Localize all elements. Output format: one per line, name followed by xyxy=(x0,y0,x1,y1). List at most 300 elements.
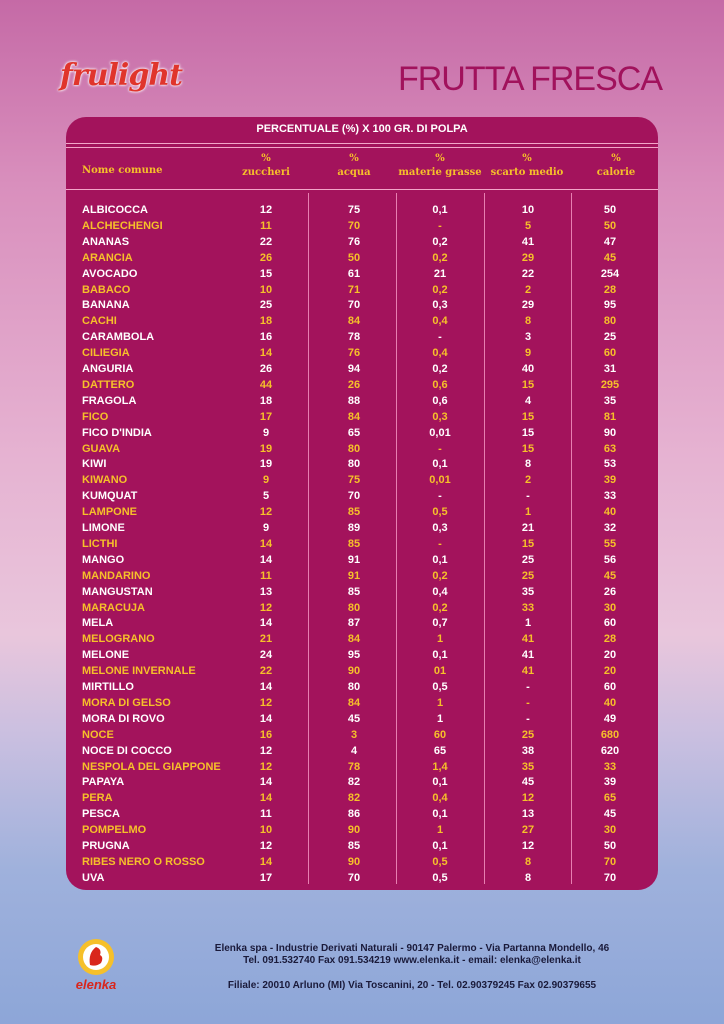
acqua-cell: 91 xyxy=(347,569,361,582)
calorie-cell: 45 xyxy=(603,251,617,264)
acqua-cell: 94 xyxy=(347,363,361,375)
zuccheri-cell: 12 xyxy=(259,760,273,773)
calorie-cell: 28 xyxy=(603,283,617,296)
table-row xyxy=(66,854,658,870)
zuccheri-cell: 12 xyxy=(259,840,273,852)
calorie-cell: 70 xyxy=(603,871,617,884)
fruit-name: PRUGNA xyxy=(82,840,130,852)
materie-grasse-cell: 0,6 xyxy=(432,394,448,407)
scarto-medio-cell: 29 xyxy=(521,299,535,312)
scarto-medio-cell: 1 xyxy=(524,506,532,519)
acqua-cell: 85 xyxy=(347,506,361,519)
footer-branch-line: Filiale: 20010 Arluno (MI) Via Toscanini, 20 - Tel. 02.90379245 Fax 02.90379655 xyxy=(227,980,597,991)
fruit-name: UVA xyxy=(82,871,105,884)
table-row xyxy=(66,282,658,298)
fruit-name: CARAMBOLA xyxy=(82,331,155,344)
col-header-scarto-medio: % scarto medio xyxy=(490,153,564,178)
zuccheri-cell: 19 xyxy=(259,458,273,471)
calorie-cell: 39 xyxy=(603,474,617,487)
table-row xyxy=(66,615,658,631)
fruit-name: MELONE xyxy=(82,649,130,662)
calorie-cell: 20 xyxy=(603,649,617,662)
table-row xyxy=(66,218,658,234)
scarto-medio-cell: 15 xyxy=(521,426,535,439)
scarto-medio-cell: 25 xyxy=(521,569,535,582)
calorie-cell: 80 xyxy=(603,315,617,328)
acqua-cell: 85 xyxy=(347,840,361,852)
calorie-cell: 60 xyxy=(603,617,617,630)
materie-grasse-cell: 0,01 xyxy=(429,474,451,487)
acqua-cell: 82 xyxy=(347,792,361,805)
fruit-name: CILIEGIA xyxy=(82,347,130,360)
calorie-cell: 63 xyxy=(603,442,617,455)
header-divider xyxy=(66,189,658,190)
calorie-cell: 39 xyxy=(603,776,617,789)
table-row xyxy=(66,695,658,711)
fruit-name: PAPAYA xyxy=(82,776,125,789)
scarto-medio-cell: 15 xyxy=(521,537,535,550)
zuccheri-cell: 14 xyxy=(259,537,273,550)
zuccheri-cell: 25 xyxy=(259,299,273,312)
zuccheri-cell: 14 xyxy=(259,617,273,630)
materie-grasse-cell: 0,5 xyxy=(432,855,448,868)
acqua-cell: 84 xyxy=(347,410,361,423)
scarto-medio-cell: 45 xyxy=(521,776,535,789)
table-row xyxy=(66,552,658,568)
table-row xyxy=(66,250,658,266)
materie-grasse-cell: 0,2 xyxy=(432,363,448,375)
scarto-medio-cell: 13 xyxy=(521,808,535,821)
acqua-cell: 3 xyxy=(350,728,358,741)
scarto-medio-cell: 8 xyxy=(524,855,532,868)
zuccheri-cell: 14 xyxy=(259,855,273,868)
fruit-name: KIWI xyxy=(82,458,107,471)
materie-grasse-cell: - xyxy=(438,219,442,232)
table-row xyxy=(66,663,658,679)
footer-company-line: Elenka spa - Industrie Derivati Naturali - 90147 Palermo - Via Partanna Mondello, 46 xyxy=(214,943,610,954)
materie-grasse-cell: 01 xyxy=(433,665,447,678)
scarto-medio-cell: 8 xyxy=(524,315,532,328)
calorie-cell: 81 xyxy=(603,410,617,423)
table-row xyxy=(66,631,658,647)
fruit-name: NOCE xyxy=(82,728,114,741)
scarto-medio-cell: 35 xyxy=(521,585,535,598)
zuccheri-cell: 14 xyxy=(259,712,273,725)
calorie-cell: 680 xyxy=(600,728,620,741)
calorie-cell: 28 xyxy=(603,633,617,646)
fruit-name: FICO xyxy=(82,410,109,423)
materie-grasse-cell: 21 xyxy=(433,267,447,280)
fruit-name: BANANA xyxy=(82,299,130,312)
fruit-name: GUAVA xyxy=(82,442,121,455)
calorie-cell: 60 xyxy=(603,347,617,360)
table-row xyxy=(66,393,658,409)
calorie-cell: 254 xyxy=(600,267,620,280)
materie-grasse-cell: 0,2 xyxy=(432,569,448,582)
table-row xyxy=(66,679,658,695)
table-row xyxy=(66,441,658,457)
fruit-name: ANANAS xyxy=(82,235,130,248)
materie-grasse-cell: 0,4 xyxy=(432,585,448,598)
calorie-cell: 30 xyxy=(603,824,617,837)
materie-grasse-cell: 1 xyxy=(436,696,444,709)
zuccheri-cell: 9 xyxy=(262,474,270,487)
fruit-name: BABACO xyxy=(82,283,131,296)
zuccheri-cell: 9 xyxy=(262,426,270,439)
scarto-medio-cell: 21 xyxy=(521,522,535,534)
table-row xyxy=(66,504,658,520)
materie-grasse-cell: 0,3 xyxy=(432,522,448,534)
acqua-cell: 95 xyxy=(347,649,361,662)
zuccheri-cell: 10 xyxy=(259,824,273,837)
acqua-cell: 84 xyxy=(347,633,361,646)
zuccheri-cell: 9 xyxy=(262,522,270,534)
table-row xyxy=(66,822,658,838)
acqua-cell: 88 xyxy=(347,394,361,407)
materie-grasse-cell: - xyxy=(438,537,442,550)
zuccheri-cell: 24 xyxy=(259,649,273,662)
materie-grasse-cell: 0,1 xyxy=(432,840,448,852)
fruit-name: ANGURIA xyxy=(82,363,134,375)
acqua-cell: 65 xyxy=(347,426,361,439)
fruit-name: MANGUSTAN xyxy=(82,585,153,598)
calorie-cell: 70 xyxy=(603,855,617,868)
materie-grasse-cell: 0,4 xyxy=(432,315,448,328)
zuccheri-cell: 18 xyxy=(259,394,273,407)
acqua-cell: 90 xyxy=(347,824,361,837)
table-row xyxy=(66,456,658,472)
scarto-medio-cell: 29 xyxy=(521,251,535,264)
table-row xyxy=(66,313,658,329)
zuccheri-cell: 12 xyxy=(259,204,273,216)
nutrition-table xyxy=(66,117,658,890)
materie-grasse-cell: 0,5 xyxy=(432,681,448,693)
materie-grasse-cell: 0,1 xyxy=(432,808,448,821)
col-header-name: Nome comune xyxy=(82,165,163,176)
acqua-cell: 76 xyxy=(347,347,361,360)
scarto-medio-cell: - xyxy=(526,696,530,709)
materie-grasse-cell: 1,4 xyxy=(432,760,448,773)
materie-grasse-cell: 60 xyxy=(433,728,447,741)
materie-grasse-cell: 0,6 xyxy=(432,378,448,391)
scarto-medio-cell: 15 xyxy=(521,410,535,423)
table-row xyxy=(66,743,658,759)
scarto-medio-cell: - xyxy=(526,681,530,693)
fruit-name: MIRTILLO xyxy=(82,681,134,693)
table-row xyxy=(66,790,658,806)
scarto-medio-cell: 8 xyxy=(524,871,532,884)
materie-grasse-cell: 0,2 xyxy=(432,601,448,614)
fruit-name: LIMONE xyxy=(82,522,125,534)
zuccheri-cell: 13 xyxy=(259,585,273,598)
materie-grasse-cell: 0,1 xyxy=(432,776,448,789)
caption-divider xyxy=(66,143,658,144)
fruit-name: ALCHECHENGI xyxy=(82,219,163,232)
acqua-cell: 91 xyxy=(347,553,361,566)
materie-grasse-cell: 0,5 xyxy=(432,506,448,519)
scarto-medio-cell: 2 xyxy=(524,283,532,296)
fruit-name: AVOCADO xyxy=(82,267,138,280)
scarto-medio-cell: 38 xyxy=(521,744,535,757)
calorie-cell: 95 xyxy=(603,299,617,312)
scarto-medio-cell: 22 xyxy=(521,267,535,280)
scarto-medio-cell: 33 xyxy=(521,601,535,614)
scarto-medio-cell: - xyxy=(526,712,530,725)
zuccheri-cell: 12 xyxy=(259,601,273,614)
scarto-medio-cell: 27 xyxy=(521,824,535,837)
acqua-cell: 76 xyxy=(347,235,361,248)
calorie-cell: 55 xyxy=(603,537,617,550)
zuccheri-cell: 14 xyxy=(259,681,273,693)
calorie-cell: 49 xyxy=(603,712,617,725)
acqua-cell: 70 xyxy=(347,219,361,232)
calorie-cell: 295 xyxy=(600,378,620,391)
materie-grasse-cell: 1 xyxy=(436,712,444,725)
materie-grasse-cell: - xyxy=(438,442,442,455)
table-row xyxy=(66,838,658,854)
acqua-cell: 61 xyxy=(347,267,361,280)
fruit-name: RIBES NERO O ROSSO xyxy=(82,855,205,868)
col-header-materie-grasse: % materie grasse xyxy=(398,153,482,178)
fruit-name: LICTHI xyxy=(82,537,118,550)
materie-grasse-cell: 0,2 xyxy=(432,235,448,248)
materie-grasse-cell: 0,1 xyxy=(432,553,448,566)
calorie-cell: 30 xyxy=(603,601,617,614)
fruit-name: DATTERO xyxy=(82,378,135,391)
fruit-name: MARACUJA xyxy=(82,601,145,614)
scarto-medio-cell: 9 xyxy=(524,347,532,360)
scarto-medio-cell: 5 xyxy=(524,219,532,232)
calorie-cell: 620 xyxy=(600,744,620,757)
calorie-cell: 20 xyxy=(603,665,617,678)
scarto-medio-cell: 41 xyxy=(521,235,535,248)
zuccheri-cell: 26 xyxy=(259,363,273,375)
calorie-cell: 40 xyxy=(603,506,617,519)
scarto-medio-cell: 41 xyxy=(521,649,535,662)
footer-contact-line: Tel. 091.532740 Fax 091.534219 www.elenka.it - email: elenka@elenka.it xyxy=(243,955,581,966)
zuccheri-cell: 21 xyxy=(259,633,273,646)
zuccheri-cell: 12 xyxy=(259,696,273,709)
zuccheri-cell: 15 xyxy=(259,267,273,280)
acqua-cell: 78 xyxy=(347,331,361,344)
table-row xyxy=(66,234,658,250)
acqua-cell: 75 xyxy=(347,474,361,487)
fruit-name: ARANCIA xyxy=(82,251,133,264)
table-row xyxy=(66,647,658,663)
acqua-cell: 85 xyxy=(347,585,361,598)
scarto-medio-cell: 35 xyxy=(521,760,535,773)
acqua-cell: 78 xyxy=(347,760,361,773)
materie-grasse-cell: 0,2 xyxy=(432,283,448,296)
scarto-medio-cell: 15 xyxy=(521,442,535,455)
acqua-cell: 86 xyxy=(347,808,361,821)
elenka-logo-text: elenka xyxy=(75,977,117,992)
table-row xyxy=(66,600,658,616)
zuccheri-cell: 22 xyxy=(259,665,273,678)
zuccheri-cell: 17 xyxy=(259,871,273,884)
page-title: FRUTTA FRESCA xyxy=(397,60,662,98)
zuccheri-cell: 11 xyxy=(260,219,272,232)
zuccheri-cell: 26 xyxy=(259,251,273,264)
fruit-name: MELONE INVERNALE xyxy=(82,665,196,678)
zuccheri-cell: 14 xyxy=(259,792,273,805)
acqua-cell: 80 xyxy=(347,442,361,455)
scarto-medio-cell: 25 xyxy=(521,553,535,566)
table-row xyxy=(66,409,658,425)
zuccheri-cell: 11 xyxy=(260,808,272,821)
fruit-name: KUMQUAT xyxy=(82,490,138,503)
calorie-cell: 45 xyxy=(603,569,617,582)
acqua-cell: 45 xyxy=(347,712,361,725)
acqua-cell: 80 xyxy=(347,601,361,614)
table-row xyxy=(66,711,658,727)
calorie-cell: 31 xyxy=(603,363,617,375)
calorie-cell: 40 xyxy=(603,696,617,709)
calorie-cell: 35 xyxy=(603,394,617,407)
acqua-cell: 90 xyxy=(347,665,361,678)
materie-grasse-cell: 0,1 xyxy=(432,649,448,662)
scarto-medio-cell: 25 xyxy=(521,728,535,741)
acqua-cell: 26 xyxy=(347,378,361,391)
materie-grasse-cell: 0,01 xyxy=(429,426,451,439)
zuccheri-cell: 5 xyxy=(262,490,270,503)
fruit-name: FRAGOLA xyxy=(82,394,137,407)
zuccheri-cell: 22 xyxy=(259,235,273,248)
fruit-name: NOCE DI COCCO xyxy=(82,744,172,757)
acqua-cell: 50 xyxy=(347,251,361,264)
acqua-cell: 89 xyxy=(347,522,361,534)
materie-grasse-cell: 0,4 xyxy=(432,792,448,805)
acqua-cell: 80 xyxy=(347,681,361,693)
materie-grasse-cell: - xyxy=(438,331,442,344)
table-row xyxy=(66,568,658,584)
acqua-cell: 84 xyxy=(347,315,361,328)
fruit-name: MANGO xyxy=(82,553,125,566)
acqua-cell: 4 xyxy=(350,744,358,757)
calorie-cell: 26 xyxy=(603,585,617,598)
acqua-cell: 70 xyxy=(347,871,361,884)
col-header-acqua: % acqua xyxy=(337,153,371,178)
scarto-medio-cell: 41 xyxy=(521,633,535,646)
materie-grasse-cell: 0,3 xyxy=(432,410,448,423)
acqua-cell: 71 xyxy=(347,283,361,296)
calorie-cell: 90 xyxy=(603,426,617,439)
table-caption: PERCENTUALE (%) X 100 GR. DI POLPA xyxy=(256,123,468,135)
calorie-cell: 33 xyxy=(603,490,617,503)
calorie-cell: 50 xyxy=(603,840,617,852)
zuccheri-cell: 19 xyxy=(259,442,273,455)
scarto-medio-cell: 41 xyxy=(521,665,535,678)
fruit-name: MORA DI ROVO xyxy=(82,712,165,725)
materie-grasse-cell: 0,4 xyxy=(432,347,448,360)
table-row xyxy=(66,759,658,775)
table-row xyxy=(66,520,658,536)
table-row xyxy=(66,377,658,393)
scarto-medio-cell: 4 xyxy=(524,394,532,407)
materie-grasse-cell: 1 xyxy=(436,824,444,837)
table-row xyxy=(66,345,658,361)
scarto-medio-cell: 10 xyxy=(521,204,535,216)
fruit-name: ALBICOCCA xyxy=(82,204,148,216)
scarto-medio-cell: 2 xyxy=(524,474,532,487)
caption-divider-2 xyxy=(66,147,658,148)
frulight-logo: frulight xyxy=(60,58,182,93)
elenka-logo-icon xyxy=(66,933,126,993)
col-header-calorie: % calorie xyxy=(596,153,636,178)
zuccheri-cell: 17 xyxy=(259,410,273,423)
table-row xyxy=(66,870,658,886)
scarto-medio-cell: 8 xyxy=(524,458,532,471)
calorie-cell: 33 xyxy=(603,760,617,773)
fruit-name: MELOGRANO xyxy=(82,633,155,646)
fruit-name: KIWANO xyxy=(82,474,128,487)
table-row xyxy=(66,727,658,743)
fruit-name: LAMPONE xyxy=(82,506,137,519)
acqua-cell: 90 xyxy=(347,855,361,868)
materie-grasse-cell: 1 xyxy=(436,633,444,646)
scarto-medio-cell: 40 xyxy=(521,363,535,375)
calorie-cell: 32 xyxy=(603,522,617,534)
scarto-medio-cell: 3 xyxy=(524,331,532,344)
calorie-cell: 50 xyxy=(603,204,617,216)
fruit-name: NESPOLA DEL GIAPPONE xyxy=(82,760,221,773)
zuccheri-cell: 14 xyxy=(259,553,273,566)
materie-grasse-cell: 0,7 xyxy=(432,617,448,630)
zuccheri-cell: 14 xyxy=(259,776,273,789)
fruit-name: PESCA xyxy=(82,808,120,821)
zuccheri-cell: 44 xyxy=(259,378,273,391)
table-row xyxy=(66,329,658,345)
table-row xyxy=(66,202,658,218)
fruit-name: MORA DI GELSO xyxy=(82,696,171,709)
zuccheri-cell: 12 xyxy=(259,506,273,519)
acqua-cell: 80 xyxy=(347,458,361,471)
acqua-cell: 70 xyxy=(347,490,361,503)
zuccheri-cell: 12 xyxy=(259,744,273,757)
materie-grasse-cell: 0,1 xyxy=(432,458,448,471)
fruit-name: FICO D'INDIA xyxy=(82,426,152,439)
materie-grasse-cell: - xyxy=(438,490,442,503)
table-row xyxy=(66,425,658,441)
table-row xyxy=(66,774,658,790)
calorie-cell: 60 xyxy=(603,681,617,693)
zuccheri-cell: 11 xyxy=(260,569,272,582)
calorie-cell: 56 xyxy=(603,553,617,566)
materie-grasse-cell: 0,2 xyxy=(432,251,448,264)
zuccheri-cell: 16 xyxy=(259,331,273,344)
acqua-cell: 75 xyxy=(347,204,361,216)
scarto-medio-cell: 1 xyxy=(524,617,532,630)
scarto-medio-cell: 12 xyxy=(521,792,535,805)
fruit-name: MANDARINO xyxy=(82,569,151,582)
calorie-cell: 45 xyxy=(603,808,617,821)
table-row xyxy=(66,266,658,282)
fruit-name: CACHI xyxy=(82,315,117,328)
calorie-cell: 47 xyxy=(603,235,617,248)
zuccheri-cell: 18 xyxy=(259,315,273,328)
materie-grasse-cell: 0,3 xyxy=(432,299,448,312)
table-row xyxy=(66,584,658,600)
scarto-medio-cell: - xyxy=(526,490,530,503)
acqua-cell: 87 xyxy=(347,617,361,630)
zuccheri-cell: 10 xyxy=(259,283,273,296)
acqua-cell: 82 xyxy=(347,776,361,789)
materie-grasse-cell: 65 xyxy=(433,744,447,757)
fruit-name: MELA xyxy=(82,617,114,630)
scarto-medio-cell: 12 xyxy=(521,840,535,852)
table-row xyxy=(66,536,658,552)
acqua-cell: 85 xyxy=(347,537,361,550)
